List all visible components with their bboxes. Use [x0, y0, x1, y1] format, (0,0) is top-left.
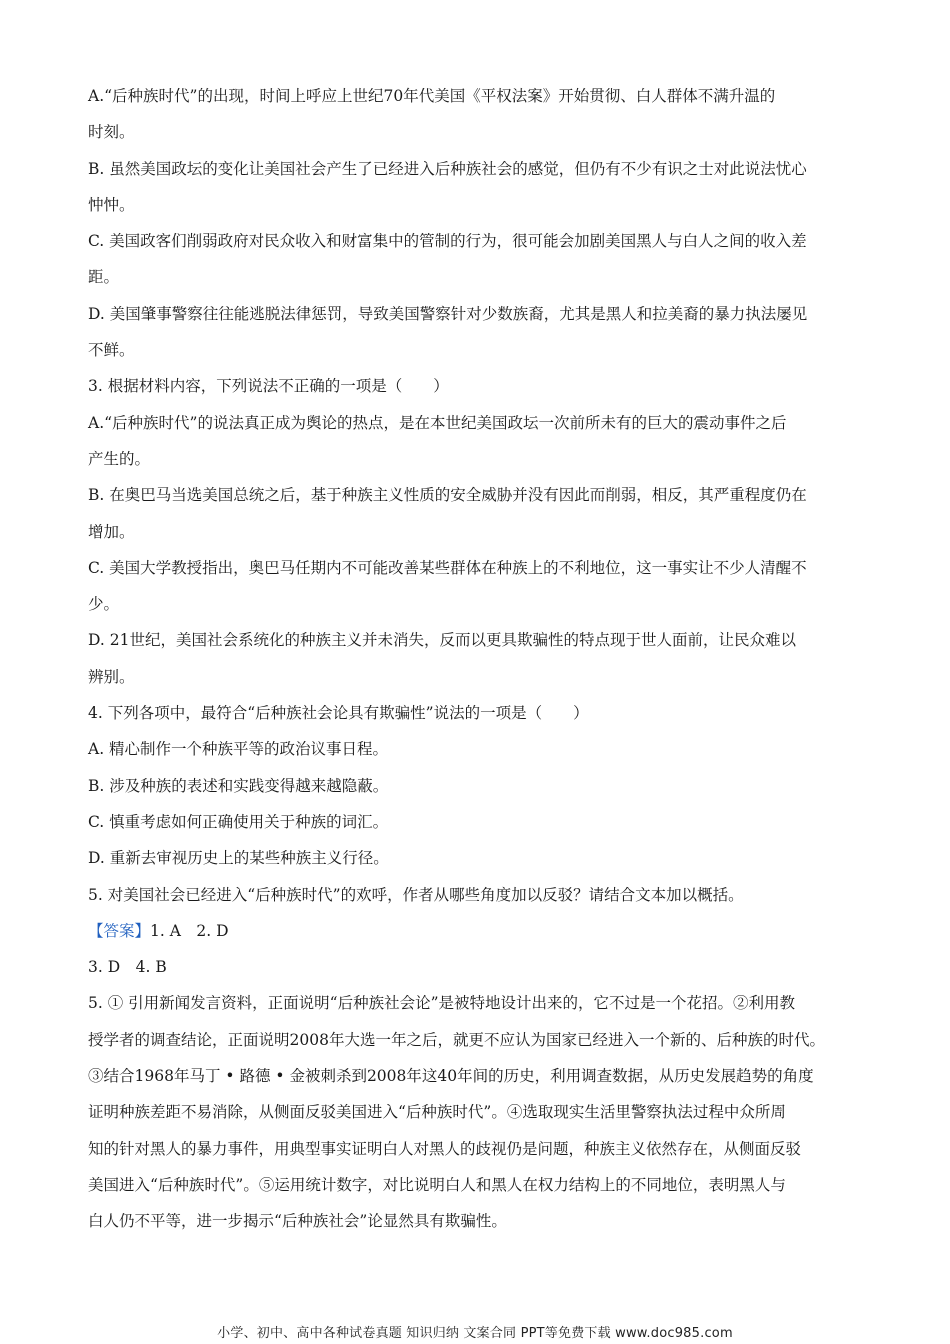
text-line: 距。: [88, 268, 120, 287]
option-d: D. 重新去审视历史上的某些种族主义行径。: [88, 849, 389, 868]
text-line: A.“后种族时代”的说法真正成为舆论的热点，是在本世纪美国政坛一次前所未有的巨大的震动事件之后: [88, 413, 787, 432]
text-line: C. 美国大学教授指出，奥巴马任期内不可能改善某些群体在种族上的不利地位，这一事实让不少人清醒不: [88, 558, 807, 577]
text-line: 增加。: [88, 522, 135, 541]
page-footer: 小学、初中、高中各种试卷真题 知识归纳 文案合同 PPT等免费下载 www.doc985.com: [217, 1326, 733, 1341]
text-line: C. 美国政客们削弱政府对民众收入和财富集中的管制的行为，很可能会加剧美国黑人与白人之间的收入差: [88, 232, 807, 251]
text-line: ③结合1968年马丁 • 路德 • 金被刺杀到2008年这40年间的历史，利用调查数据，从历史发展趋势的角度: [88, 1067, 814, 1086]
text-line: 忡忡。: [88, 195, 135, 214]
text-line: 授学者的调查结论，正面说明2008年大选一年之后，就更不应认为国家已经进入一个新的、后种族的时代。: [88, 1030, 825, 1049]
answer-line: [88, 913, 878, 949]
option-a: A. 精心制作一个种族平等的政治议事日程。: [88, 740, 389, 759]
document-body: [88, 78, 878, 1240]
text-line: 少。: [88, 595, 120, 614]
text-line: B. 虽然美国政坛的变化让美国社会产生了已经进入后种族社会的感觉，但仍有不少有识之士对此说法忧心: [88, 159, 807, 178]
text-line: 时刻。: [88, 123, 135, 142]
question-5: 5. 对美国社会已经进入“后种族时代”的欢呼，作者从哪些角度加以反驳？请结合文本加以概括。: [88, 885, 744, 904]
text-line: 不鲜。: [88, 341, 135, 360]
question-4: 4. 下列各项中，最符合“后种族社会论具有欺骗性”说法的一项是（ ）: [88, 704, 589, 723]
option-c: C. 慎重考虑如何正确使用关于种族的词汇。: [88, 812, 389, 831]
option-b: B. 涉及种族的表述和实践变得越来越隐蔽。: [88, 776, 389, 795]
text-line: B. 在奥巴马当选美国总统之后，基于种族主义性质的安全威胁并没有因此而削弱，相反，其严重程度仍在: [88, 486, 807, 505]
text-line: 3. D 4. B: [88, 958, 167, 977]
text-line: 5. ① 引用新闻发言资料，正面说明“后种族社会论”是被特地设计出来的，它不过是一个花招。②利用教: [88, 994, 795, 1013]
answer-text: 1. A 2. D: [150, 921, 229, 940]
text-line: D. 21世纪，美国社会系统化的种族主义并未消失，反而以更具欺骗性的特点现于世人面前，让民众难以: [88, 631, 796, 650]
answer-tag: 【答案】: [88, 921, 151, 940]
text-line: 美国进入“后种族时代”。⑤运用统计数字，对比说明白人和黑人在权力结构上的不同地位，表明黑人与: [88, 1175, 786, 1194]
text-line: 知的针对黑人的暴力事件，用典型事实证明白人对黑人的歧视仍是问题，种族主义依然存在，从侧面反驳: [88, 1139, 802, 1158]
text-line: D. 美国肇事警察往往能逃脱法律惩罚，导致美国警察针对少数族裔，尤其是黑人和拉美裔的暴力执法屡见: [88, 304, 808, 323]
question-3: 3. 根据材料内容，下列说法不正确的一项是（ ）: [88, 377, 449, 396]
text-line: A.“后种族时代”的出现，时间上呼应上世纪70年代美国《平权法案》开始贯彻、白人群体不满升温的: [88, 87, 776, 105]
text-line: 产生的。: [88, 449, 151, 468]
text-line: 辨别。: [88, 667, 135, 686]
text-line: 证明种族差距不易消除，从侧面反驳美国进入“后种族时代”。④选取现实生活里警察执法过程中众所周: [88, 1103, 786, 1122]
text-line: 白人仍不平等，进一步揭示“后种族社会”论显然具有欺骗性。: [88, 1212, 507, 1231]
